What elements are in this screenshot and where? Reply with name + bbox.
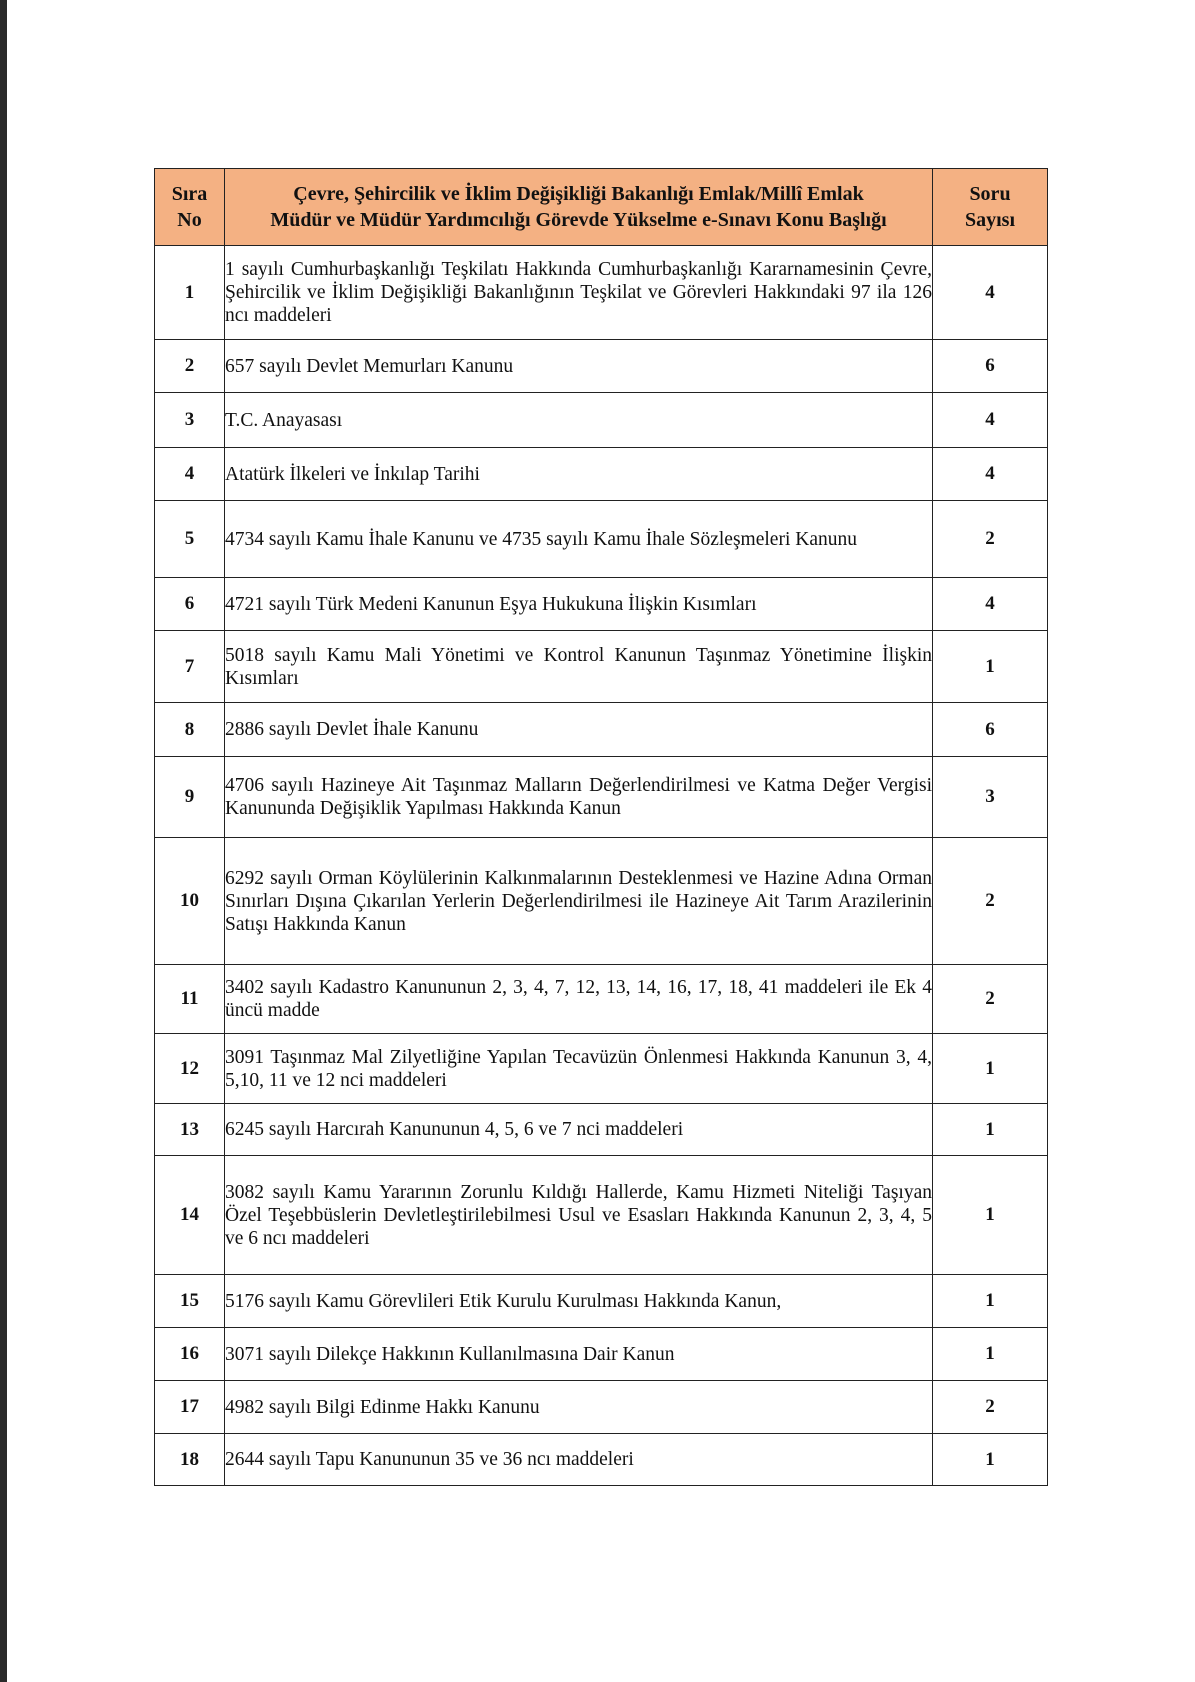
row-question-count: 6 (933, 703, 1048, 757)
row-question-count: 1 (933, 1434, 1048, 1486)
row-topic: 2644 sayılı Tapu Kanununun 35 ve 36 ncı maddeleri (225, 1434, 933, 1486)
table-header (155, 169, 1048, 246)
row-topic: 5018 sayılı Kamu Mali Yönetimi ve Kontrol Kanunun Taşınmaz Yönetimine İlişkin Kısımları (225, 631, 933, 703)
row-number: 13 (155, 1104, 225, 1156)
table-row (155, 1381, 1048, 1434)
row-number: 5 (155, 501, 225, 578)
row-question-count: 1 (933, 1034, 1048, 1104)
table-row (155, 1434, 1048, 1486)
row-number: 14 (155, 1156, 225, 1275)
table-row (155, 448, 1048, 501)
row-question-count: 1 (933, 1328, 1048, 1381)
header-row (155, 169, 1048, 246)
row-topic: 3082 sayılı Kamu Yararının Zorunlu Kıldığı Hallerde, Kamu Hizmeti Niteliği Taşıyan Özel Teşebbüslerin Devletleştirilebilmesi Usul ve Esasları Hakkında Kanunun 2, 3, 4, 5 ve 6 ncı maddeleri (225, 1156, 933, 1275)
row-number: 6 (155, 578, 225, 631)
row-question-count: 4 (933, 448, 1048, 501)
table-row (155, 1104, 1048, 1156)
header-question-count-line2: Sayısı (964, 209, 1016, 231)
table-row (155, 703, 1048, 757)
row-topic: 4721 sayılı Türk Medeni Kanunun Eşya Hukukuna İlişkin Kısımları (225, 578, 933, 631)
table-row (155, 578, 1048, 631)
row-number: 1 (155, 246, 225, 340)
row-topic: 2886 sayılı Devlet İhale Kanunu (225, 703, 933, 757)
row-topic: T.C. Anayasası (225, 393, 933, 448)
row-question-count: 1 (933, 1104, 1048, 1156)
row-topic: 4734 sayılı Kamu İhale Kanunu ve 4735 sayılı Kamu İhale Sözleşmeleri Kanunu (225, 501, 933, 578)
row-topic: 3071 sayılı Dilekçe Hakkının Kullanılmasına Dair Kanun (225, 1328, 933, 1381)
row-question-count: 2 (933, 838, 1048, 965)
row-number: 4 (155, 448, 225, 501)
table-row (155, 1034, 1048, 1104)
table-row (155, 501, 1048, 578)
exam-topics-table (154, 168, 1048, 1486)
row-topic: 6292 sayılı Orman Köylülerinin Kalkınmalarının Desteklenmesi ve Hazine Adına Orman Sınırları Dışına Çıkarılan Yerlerin Değerlendirilmesi ile Hazineye Ait Tarım Arazilerinin Satışı Hakkında Kanun (225, 838, 933, 965)
row-number: 7 (155, 631, 225, 703)
row-topic: 4982 sayılı Bilgi Edinme Hakkı Kanunu (225, 1381, 933, 1434)
header-topic-title (225, 169, 933, 246)
row-topic: 3091 Taşınmaz Mal Zilyetliğine Yapılan Tecavüzün Önlenmesi Hakkında Kanunun 3, 4, 5,10, 11 ve 12 nci maddeleri (225, 1034, 933, 1104)
row-question-count: 1 (933, 1156, 1048, 1275)
table-row (155, 340, 1048, 393)
row-question-count: 4 (933, 246, 1048, 340)
row-topic: 6245 sayılı Harcırah Kanununun 4, 5, 6 ve 7 nci maddeleri (225, 1104, 933, 1156)
row-question-count: 1 (933, 1275, 1048, 1328)
row-topic: 657 sayılı Devlet Memurları Kanunu (225, 340, 933, 393)
row-question-count: 3 (933, 757, 1048, 838)
row-topic: Atatürk İlkeleri ve İnkılap Tarihi (225, 448, 933, 501)
header-question-count (933, 169, 1048, 246)
table-row (155, 838, 1048, 965)
row-number: 15 (155, 1275, 225, 1328)
row-question-count: 2 (933, 501, 1048, 578)
table-row (155, 393, 1048, 448)
row-topic: 3402 sayılı Kadastro Kanununun 2, 3, 4, 7, 12, 13, 14, 16, 17, 18, 41 maddeleri ile Ek 4 üncü madde (225, 965, 933, 1034)
row-number: 10 (155, 838, 225, 965)
table-row (155, 1156, 1048, 1275)
row-topic: 4706 sayılı Hazineye Ait Taşınmaz Malların Değerlendirilmesi ve Katma Değer Vergisi Kanununda Değişiklik Yapılması Hakkında Kanun (225, 757, 933, 838)
row-number: 2 (155, 340, 225, 393)
table-row (155, 1275, 1048, 1328)
row-number: 12 (155, 1034, 225, 1104)
row-number: 8 (155, 703, 225, 757)
row-number: 11 (155, 965, 225, 1034)
row-number: 9 (155, 757, 225, 838)
row-topic: 5176 sayılı Kamu Görevlileri Etik Kurulu Kurulması Hakkında Kanun, (225, 1275, 933, 1328)
table-body (155, 246, 1048, 1486)
header-sira-no (155, 169, 225, 246)
row-question-count: 6 (933, 340, 1048, 393)
header-sira-no-line1: Sıra (171, 183, 208, 205)
row-topic: 1 sayılı Cumhurbaşkanlığı Teşkilatı Hakkında Cumhurbaşkanlığı Kararnamesinin Çevre, Şehircilik ve İklim Değişikliği Bakanlığının Teşkilat ve Görevleri Hakkındaki 97 ila 126 ncı maddeleri (225, 246, 933, 340)
row-question-count: 2 (933, 1381, 1048, 1434)
header-topic-title-line1: Çevre, Şehircilik ve İklim Değişikliği Bakanlığı Emlak/Millî Emlak (293, 183, 864, 205)
header-sira-no-line2: No (177, 209, 202, 231)
header-question-count-line1: Soru (969, 183, 1011, 205)
table-row (155, 246, 1048, 340)
table-row (155, 1328, 1048, 1381)
row-number: 18 (155, 1434, 225, 1486)
row-question-count: 1 (933, 631, 1048, 703)
table-row (155, 631, 1048, 703)
row-question-count: 4 (933, 578, 1048, 631)
header-topic-title-line2: Müdür ve Müdür Yardımcılığı Görevde Yükselme e-Sınavı Konu Başlığı (270, 209, 887, 231)
table-row (155, 965, 1048, 1034)
row-question-count: 4 (933, 393, 1048, 448)
row-number: 16 (155, 1328, 225, 1381)
row-number: 3 (155, 393, 225, 448)
page-left-edge (0, 0, 7, 1682)
table-row (155, 757, 1048, 838)
row-number: 17 (155, 1381, 225, 1434)
row-question-count: 2 (933, 965, 1048, 1034)
